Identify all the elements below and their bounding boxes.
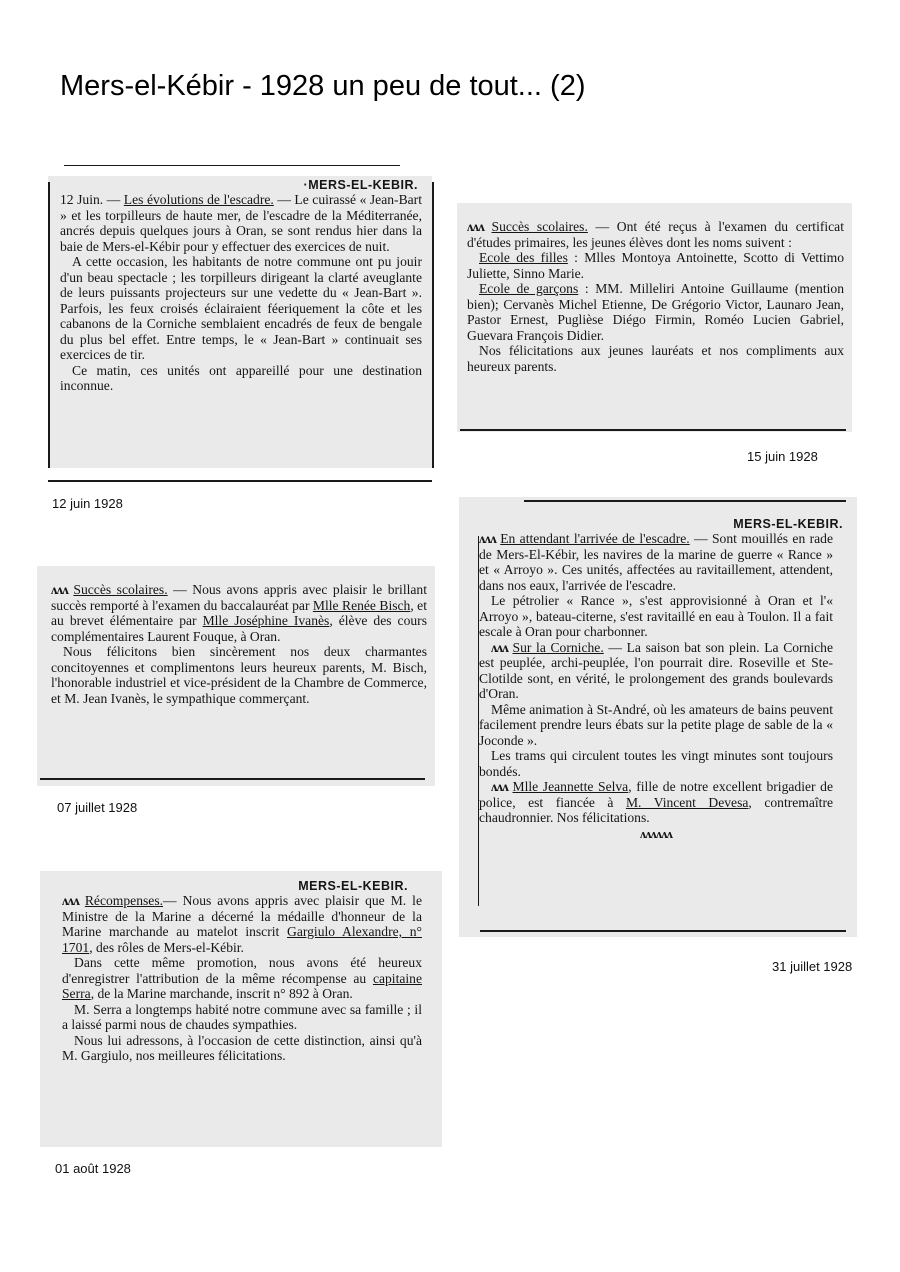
page-title: Mers-el-Kébir - 1928 un peu de tout... (2) bbox=[60, 70, 586, 102]
clip-arrivee-heading3: Mlle Jeannette Selva bbox=[512, 779, 629, 794]
clip-succes-juin-heading: Succès scolaires. bbox=[491, 219, 588, 234]
clip-arrivee-end-mark: ᴧᴧᴧᴧᴧᴧ bbox=[640, 825, 672, 841]
clip-escadre-header: ·MERS-EL-KEBIR. bbox=[303, 178, 418, 192]
clip-arrivee-p4: Même animation à St-André, où les amateurs de bains peuvent facilement prendre leurs ébats sur la petite plage de sable de la « Joconde ». bbox=[479, 701, 833, 748]
clip-succes-juin-p4: Nos félicitations aux jeunes lauréats et nos compliments aux heureux parents. bbox=[467, 343, 844, 374]
clip-recompenses-heading: Récompenses. bbox=[84, 893, 164, 908]
clip-escadre-date: 12 juin 1928 bbox=[52, 496, 123, 511]
clip-arrivee-date: 31 juillet 1928 bbox=[772, 959, 853, 974]
clip-recompenses-p4: Nous lui adressons, à l'occasion de cette distinction, ainsi qu'à M. Gargiulo, nos meilleures félicitations. bbox=[62, 1032, 422, 1063]
clip-arrivee-bottom-rule bbox=[480, 930, 846, 932]
clip-escadre-p1: 12 Juin. — Les évolutions de l'escadre. — Le cuirassé « Jean-Bart » et les torpilleurs de haute mer, de l'escadre de la Méditerranée, ancrés depuis quelques jours à Oran, se sont rendus hier dans la baie de Mers-el-Kébir pour y effectuer des exercices de nuit. bbox=[60, 192, 422, 254]
clip-succes-juillet-p2: Nous félicitons bien sincèrement nos deux charmantes concitoyennes et complimentons leurs heureux parents, M. Bisch, l'honorable industriel et vice-président de la Chambre de Commerce, et M. Jean Ivanès, le sympathique commerçant. bbox=[51, 644, 427, 706]
clip-succes-juillet bbox=[37, 566, 435, 786]
clip-recompenses bbox=[40, 871, 442, 1147]
clip-recompenses-p3: M. Serra a longtemps habité notre commune avec sa famille ; il a laissé parmi nous de chaudes sympathies. bbox=[62, 1001, 422, 1032]
clip-arrivee-heading1: En attendant l'arrivée de l'escadre. bbox=[500, 531, 690, 546]
clip-succes-juillet-date: 07 juillet 1928 bbox=[57, 800, 138, 815]
clip-escadre bbox=[48, 176, 432, 468]
clip-arrivee bbox=[459, 497, 857, 937]
clip-escadre-top-rule bbox=[64, 165, 400, 166]
clip-escadre-left-border bbox=[48, 182, 50, 468]
clip-arrivee-p3: ᴧᴧᴧ Sur la Corniche. — La saison bat son plein. La Corniche est peuplée, archi-peuplée, l'on pourrait dire. Roseville et Ste-Clotilde sont, en vérité, le prolongement des grands boulevards d'Oran. bbox=[479, 639, 834, 701]
clip-arrivee-p2: Le pétrolier « Rance », s'est approvisionné à Oran et l'« Arroyo », bateau-citerne, s'est ravitaillé en eau à Toulon. Il a fait escale à Oran pour charbonner. bbox=[479, 593, 833, 639]
clip-succes-juin-filles: Ecole des filles : Mlles Montoya Antoinette, Scotto di Vettimo Juliette, Sinno Marie. bbox=[467, 250, 845, 281]
clip-arrivee-p5: Les trams qui circulent toutes les vingt minutes sont toujours bondés. bbox=[479, 748, 833, 779]
clip-succes-juillet-bottom-rule bbox=[40, 778, 425, 780]
clip-escadre-right-border bbox=[432, 182, 434, 468]
clip-succes-juillet-p1: ᴧᴧᴧ Succès scolaires. — Nous avons appris avec plaisir le brillant succès remporté à l'examen du baccalauréat par Mlle Renée Bisch, et au brevet élémentaire par Mlle Joséphine Ivanès, élève des cours complémentaires Laurent Fouque, à Oran. bbox=[51, 582, 427, 644]
clip-recompenses-p1: ᴧᴧᴧ Récompenses.— Nous avons appris avec plaisir que M. le Ministre de la Marine a décerné la médaille d'honneur de la Marine marchande au matelot inscrit Gargiulo Alexandre, n° 1701, des rôles de Mers-el-Kébir. bbox=[62, 893, 422, 955]
clip-recompenses-date: 01 août 1928 bbox=[55, 1161, 131, 1176]
clip-recompenses-p2: Dans cette même promotion, nous avons été heureux d'enregistrer l'attribution de la même récompense au capitaine Serra, de la Marine marchande, inscrit n° 892 à Oran. bbox=[62, 955, 422, 1001]
clip-succes-juin-p1: ᴧᴧᴧ Succès scolaires. — Ont été reçus à l'examen du certificat d'études primaires, les jeunes élèves dont les noms suivent : bbox=[467, 219, 844, 250]
clip-escadre-heading: Les évolutions de l'escadre. bbox=[123, 192, 274, 207]
clip-escadre-p2: A cette occasion, les habitants de notre commune ont pu jouir d'un beau spectacle ; les torpilleurs dirigeant la clarté aveuglante de leurs puissants projecteurs sur une vedette du « Jean-Bart ». Parfois, les feux croisés éclairaient féeriquement la côte et les cabanons de la Corniche semblaient encadrés de feux de bengale du plus bel effet. Entre temps, le « Jean-Bart » continuait ses exercices de tir. bbox=[60, 254, 422, 362]
clip-arrivee-p1: ᴧᴧᴧ En attendant l'arrivée de l'escadre. — Sont mouillés en rade de Mers-El-Kébir, les navires de la marine de guerre « Rance » et « Arroyo ». Ces unités, affectées au ravitaillement, attendent, dans nos eaux, l'arrivée de l'escadre. bbox=[479, 531, 833, 593]
clip-arrivee-heading2: Sur la Corniche. bbox=[512, 639, 604, 655]
clip-succes-juin-garcons: Ecole de garçons : MM. Milleliri Antoine Guillaume (mention bien); Cervanès Michel Etienne, De Grégorio Victor, Launaro Jean, Pastor Ernest, Puglièse Diégo Firmin, Roméo Lucien Gabriel, Guevara François Didier. bbox=[467, 281, 844, 343]
clip-escadre-bottom-rule bbox=[48, 480, 432, 482]
clip-arrivee-p6: ᴧᴧᴧ Mlle Jeannette Selva, fille de notre excellent brigadier de police, est fiancée à M. Vincent Devesa, contremaître chaudronnier. Nos félicitations. bbox=[479, 779, 834, 825]
clip-arrivee-header: MERS-EL-KEBIR. bbox=[733, 517, 843, 531]
clip-escadre-p3: Ce matin, ces unités ont appareillé pour une destination inconnue. bbox=[60, 362, 422, 393]
clip-succes-juin bbox=[457, 203, 852, 432]
clip-succes-juin-date: 15 juin 1928 bbox=[747, 449, 818, 464]
clip-succes-juillet-heading: Succès scolaires. bbox=[73, 582, 168, 597]
clip-arrivee-left-border bbox=[478, 536, 479, 906]
clip-recompenses-header: MERS-EL-KEBIR. bbox=[298, 879, 408, 893]
clip-arrivee-top-rule bbox=[524, 500, 846, 502]
clip-succes-juin-bottom-rule bbox=[460, 429, 846, 431]
